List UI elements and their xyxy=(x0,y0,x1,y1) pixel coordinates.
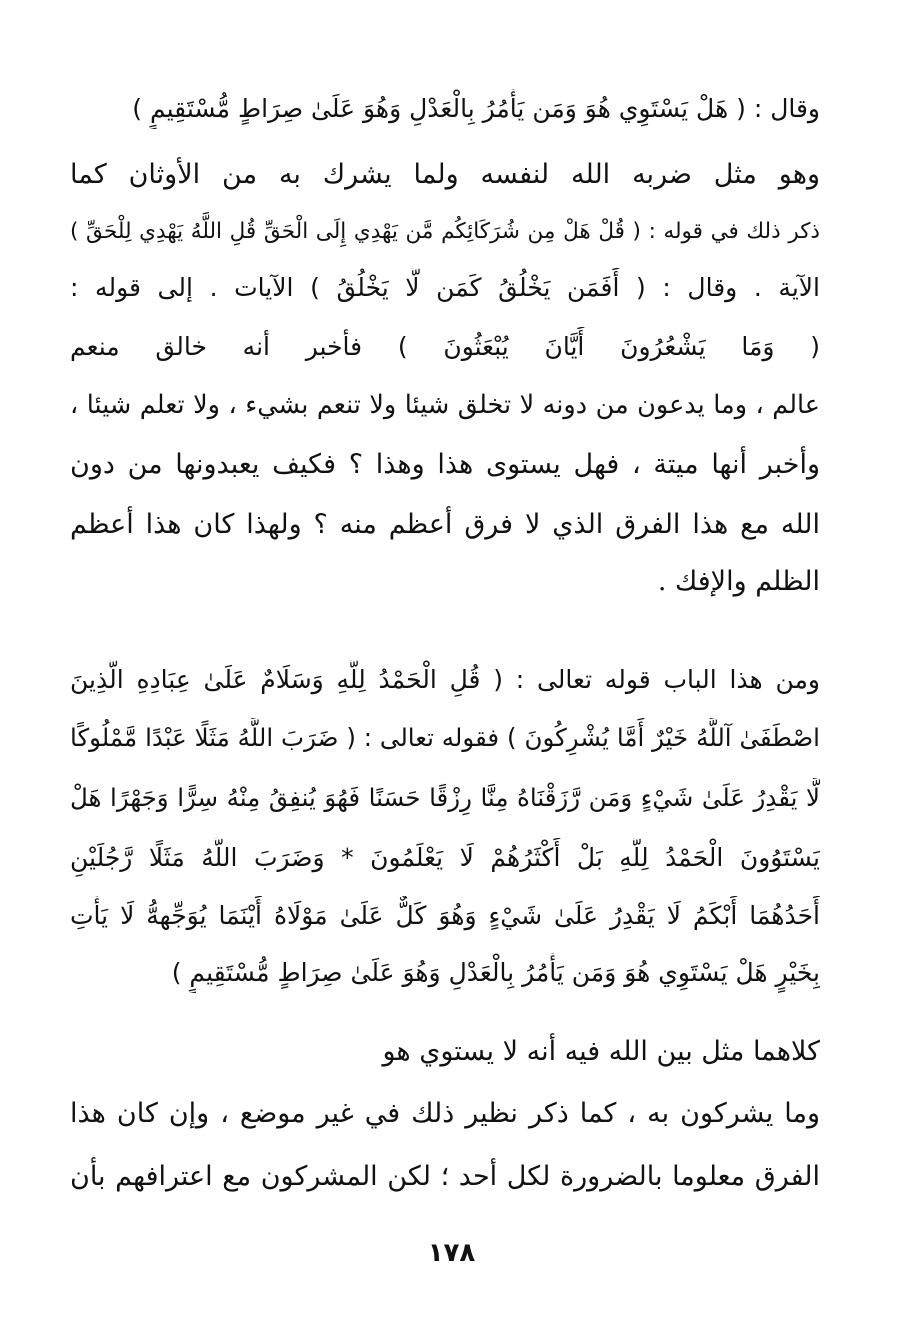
text-line-5: ( وَمَا يَشْعُرُونَ أَيَّانَ يُبْعَثُونَ ) فأخبر أنه خالق منعم xyxy=(70,332,820,361)
text-line-3: ذكر ذلك في قوله : ( قُلْ هَلْ مِن شُرَكَائِكُم مَّن يَهْدِي إِلَى الْحَقِّ قُلِ اللَّهُ يَهْدِي لِلْحَقِّ ) xyxy=(70,219,820,244)
page-number: ١٧٨ xyxy=(427,1238,476,1268)
text-line-12: لَّا يَقْدِرُ عَلَىٰ شَيْءٍ وَمَن رَّزَقْنَاهُ مِنَّا رِزْقًا حَسَنًا فَهُوَ يُنفِقُ مِنْهُ سِرًّا وَجَهْرًا هَلْ xyxy=(70,783,820,812)
text-line-8: الله مع هذا الفرق الذي لا فرق أعظم منه ؟ ولهذا كان هذا أعظم xyxy=(70,509,820,540)
text-line-17: وما يشركون به ، كما ذكر نظير ذلك في غير موضع ، وإن كان هذا xyxy=(70,1098,820,1129)
text-line-7: وأخبر أنها ميتة ، فهل يستوى هذا وهذا ؟ فكيف يعبدونها من دون xyxy=(70,449,820,480)
text-line-14: أَحَدُهُمَا أَبْكَمُ لَا يَقْدِرُ عَلَىٰ شَيْءٍ وَهُوَ كَلٌّ عَلَىٰ مَوْلَاهُ أَيْنَمَا يُوَجِّههُّ لَا يَأْتِ xyxy=(70,901,820,930)
text-line-9: الظلم والإفك . xyxy=(657,566,820,597)
text-line-16: كلاهما مثل بين الله فيه أنه لا يستوي هو xyxy=(382,1036,820,1067)
text-line-18: الفرق معلوما بالضرورة لكل أحد ؛ لكن المشركون مع اعترافهم بأن xyxy=(70,1161,820,1192)
text-line-11: اصْطَفَىٰ آللَّهُ خَيْرٌ أَمَّا يُشْرِكُونَ ) فقوله تعالى : ( ضَرَبَ اللَّهُ مَثَلًا عَبْدًا مَّمْلُوكًا xyxy=(70,723,820,752)
text-line-4: الآية . وقال : ( أَفَمَن يَخْلُقُ كَمَن لَّا يَخْلُقُ ) الآيات . إلى قوله : xyxy=(70,273,820,302)
text-line-10: ومن هذا الباب قوله تعالى : ( قُلِ الْحَمْدُ لِلَّهِ وَسَلَامٌ عَلَىٰ عِبَادِهِ الَّذِينَ xyxy=(70,665,820,694)
text-line-15: بِخَيْرٍ هَلْ يَسْتَوِي هُوَ وَمَن يَأْمُرُ بِالْعَدْلِ وَهُوَ عَلَىٰ صِرَاطٍ مُّسْتَقِيمٍ ) xyxy=(171,958,820,987)
text-line-6: عالم ، وما يدعون من دونه لا تخلق شيئا ولا تنعم بشيء ، ولا تعلم شيئا ، xyxy=(70,390,820,420)
text-line-1: وقال : ( هَلْ يَسْتَوِي هُوَ وَمَن يَأْمُرُ بِالْعَدْلِ وَهُوَ عَلَىٰ صِرَاطٍ مُّسْتَقِيمٍ ) xyxy=(132,94,820,123)
text-line-2: وهو مثل ضربه الله لنفسه ولما يشرك به من الأوثان كما xyxy=(70,159,820,190)
text-line-13: يَسْتَوُونَ الْحَمْدُ لِلَّهِ بَلْ أَكْثَرُهُمْ لَا يَعْلَمُونَ * وَضَرَبَ اللَّهُ مَثَلًا رَّجُلَيْنِ xyxy=(70,843,820,872)
